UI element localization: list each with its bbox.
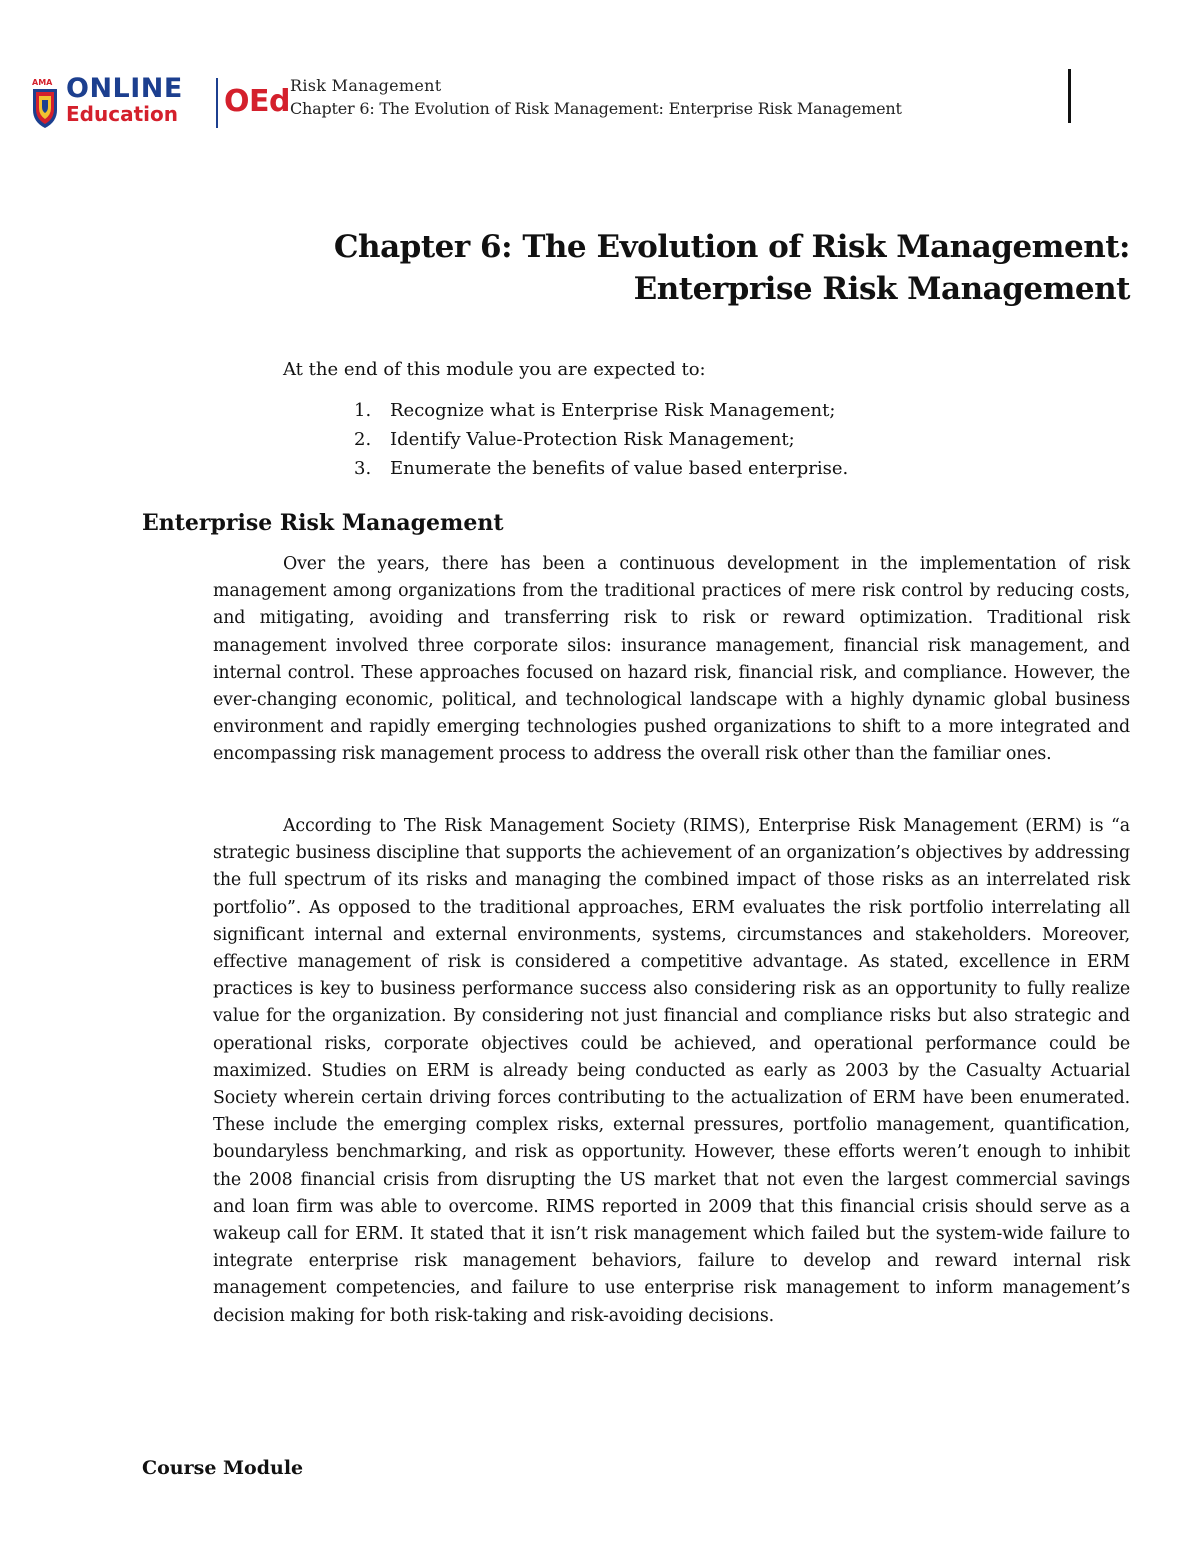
objective-text: Recognize what is Enterprise Risk Management; [390,400,836,421]
objective-text: Enumerate the benefits of value based enterprise. [390,458,849,479]
objectives-list [354,396,848,483]
footer-label: Course Module [142,1457,304,1479]
chapter-title-line-1: Chapter 6: The Evolution of Risk Management: [333,229,1130,265]
objective-number: 2. [354,429,372,450]
header-chapter-title: Chapter 6: The Evolution of Risk Management: Enterprise Risk Management [290,99,902,118]
objectives-intro: At the end of this module you are expected to: [283,359,706,380]
page-header [0,0,1200,140]
header-course-title: Risk Management [290,76,442,95]
online-education-logo [30,73,290,136]
logo-online-text: ONLINE [66,73,183,104]
objective-text: Identify Value-Protection Risk Management; [390,429,795,450]
body-paragraph: According to The Risk Management Society (RIMS), Enterprise Risk Management (ERM) is “a strategic business discipline that supports the achievement of an organization’s objectives by addressing the full spectrum of its risks and managing the combined impact of those risks as an interrelated risk portfolio”. As opposed to the traditional approaches, ERM evaluates the risk portfolio interrelating all significant internal and external environments, systems, circumstances and stakeholders. Moreover, effective management of risk is considered a competitive advantage. As stated, excellence in ERM practices is key to business performance success also considering risk as an opportunity to fully realize value for the organization. By considering not just financial and compliance risks but also strategic and operational risks, corporate objectives could be achieved, and operational performance could be maximized. Studies on ERM is already being conducted as early as 2003 by the Casualty Actuarial Society wherein certain driving forces contributing to the actualization of ERM have been enumerated. These include the emerging complex risks, external pressures, portfolio management, quantification, boundaryless benchmarking, and risk as opportunity. However, these efforts weren’t enough to inhibit the 2008 financial crisis from disrupting the US market that not even the largest commercial savings and loan firm was able to overcome. RIMS reported in 2009 that this financial crisis should serve as a wakeup call for ERM. It stated that it isn’t risk management which failed but the system-wide failure to integrate enterprise risk management behaviors, failure to develop and reward internal risk management competencies, and failure to use enterprise risk management to inform management’s decision making for both risk-taking and risk-avoiding decisions. [213,816,1130,1326]
logo-divider [216,78,218,128]
logo-oed-text: OEd [224,84,290,119]
objective-item [354,396,848,425]
header-rule [1068,69,1071,123]
chapter-title [230,226,1130,310]
body-paragraph: Over the years, there has been a continuous development in the implementation of risk management among organizations from the traditional practices of mere risk control by reducing costs, and mitigating, avoiding and transferring risk to risk or reward optimization. Traditional risk management involved three corporate silos: insurance management, financial risk management, and internal control. These approaches focused on hazard risk, financial risk, and compliance. However, the ever-changing economic, political, and technological landscape with a highly dynamic global business environment and rapidly emerging technologies pushed organizations to shift to a more integrated and encompassing risk management process to address the overall risk other than the familiar ones. [213,554,1130,765]
objective-number: 1. [354,400,372,421]
logo-education-text: Education [66,102,178,126]
section-heading: Enterprise Risk Management [142,510,504,536]
chapter-title-line-2: Enterprise Risk Management [633,271,1130,307]
objective-number: 3. [354,458,372,479]
crest-icon [30,76,60,130]
objective-item [354,425,848,454]
crest-text: AMA [32,78,53,87]
objective-item [354,454,848,483]
